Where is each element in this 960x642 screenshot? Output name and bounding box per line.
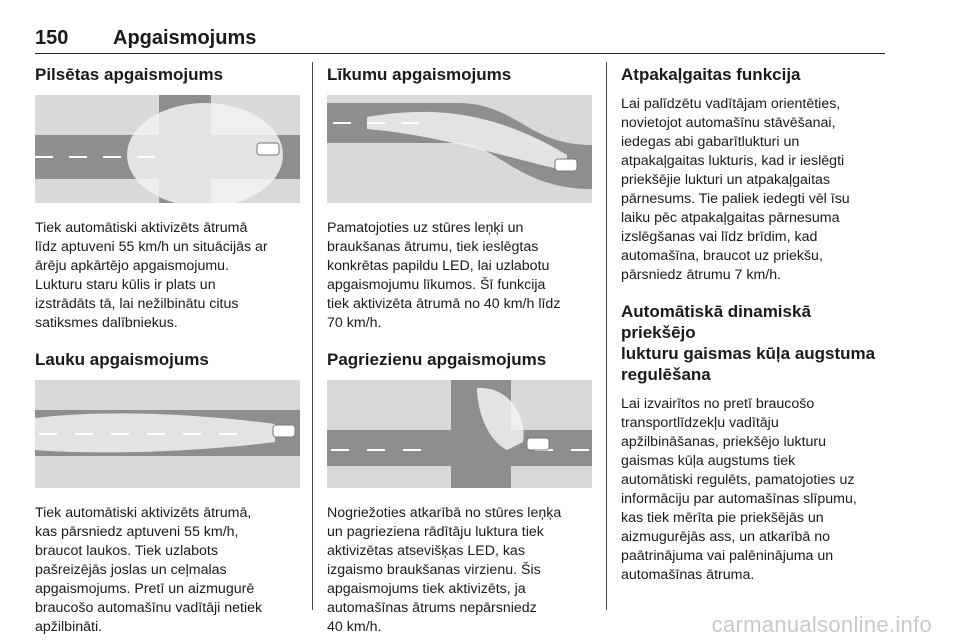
section-title-reverse-function: Atpakaļgaitas funkcija (621, 65, 801, 84)
watermark: carmanualsonline.info (711, 612, 932, 637)
city-lighting-text: Tiek automātiski aktivizēts ātrumā līdz aptuveni 55 km/h un situācijās ar ārēju apkārtējo apgaismojumu. Lukturu staru kūlis ir plats un izstrādāts tā, lai nežilbinātu citus satiksmes dalībniekus. (35, 220, 268, 331)
column-1 (35, 62, 300, 637)
section-title-country-lighting: Lauku apgaismojums (35, 350, 209, 369)
country-lighting-illustration (35, 380, 300, 488)
curve-lighting-illustration (327, 95, 592, 203)
column-divider (606, 62, 607, 610)
page-header (35, 27, 885, 54)
turn-lighting-text: Nogriežoties atkarībā no stūres leņķa un pagrieziena rādītāju luktura tiek aktivizētas atsevišķas LED, kas izgaismo braukšanas virzienu. Šis apgaismojums tiek aktivizēts, ja automašīnas ātrums nepārsniedz 40 km/h. (327, 505, 562, 635)
city-lighting-illustration (35, 95, 300, 203)
reverse-function-text: Lai palīdzētu vadītājam orientēties, novietojot automašīnu stāvēšanai, iedegas abi gabarītlukturi un atpakaļgaitas lukturis, kad ir ieslēgti priekšējie lukturi un atpakaļgaitas pārnesums. Tie paliek iedegti vēl īsu laiku pēc atpakaļgaitas pārnesuma izslēgšanas vai līdz brīdim, kad automašīna, braucot uz priekšu, pārsniedz ātrumu 7 km/h. (621, 96, 850, 283)
section-title-curve-lighting: Līkumu apgaismojums (327, 65, 512, 84)
chapter-title: Apgaismojums (113, 27, 257, 49)
column-divider (312, 62, 313, 610)
country-lighting-text: Tiek automātiski aktivizēts ātrumā, kas pārsniedz aptuveni 55 km/h, braucot laukos. Tiek uzlabots pašreizējās joslas un ceļmalas apgaismojums. Pretī un aizmugurē braucošo automašīnu vadītāji netiek apžilbināti. (35, 505, 263, 635)
section-title-headlight-leveling: Automātiskā dinamiskā priekšējo lukturu gaismas kūļa augstuma regulēšana (621, 302, 876, 384)
turn-lighting-illustration (327, 380, 592, 488)
column-2 (327, 62, 592, 637)
column-3 (621, 62, 886, 585)
page-number: 150 (35, 27, 69, 49)
headlight-leveling-text: Lai izvairītos no pretī braucošo transportlīdzekļu vadītāju apžilbināšanas, priekšējo lukturu gaismas kūļa augstums tiek automātiski regulēts, pamatojoties uz informāciju par automašīnas slīpumu, kas tiek mērīta pie priekšējās un aizmugurējās ass, un atkarībā no paātrinājuma vai palēninājuma un automašīnas ātruma. (621, 396, 857, 583)
section-title-turn-lighting: Pagriezienu apgaismojums (327, 350, 547, 369)
curve-lighting-text: Pamatojoties uz stūres leņķi un braukšanas ātrumu, tiek ieslēgtas konkrētas papildu LED, lai uzlabotu apgaismojumu līkumos. Šī funkcija tiek aktivizēta ātrumā no 40 km/h līdz 70 km/h. (327, 220, 561, 331)
section-title-city-lighting: Pilsētas apgaismojums (35, 65, 224, 84)
